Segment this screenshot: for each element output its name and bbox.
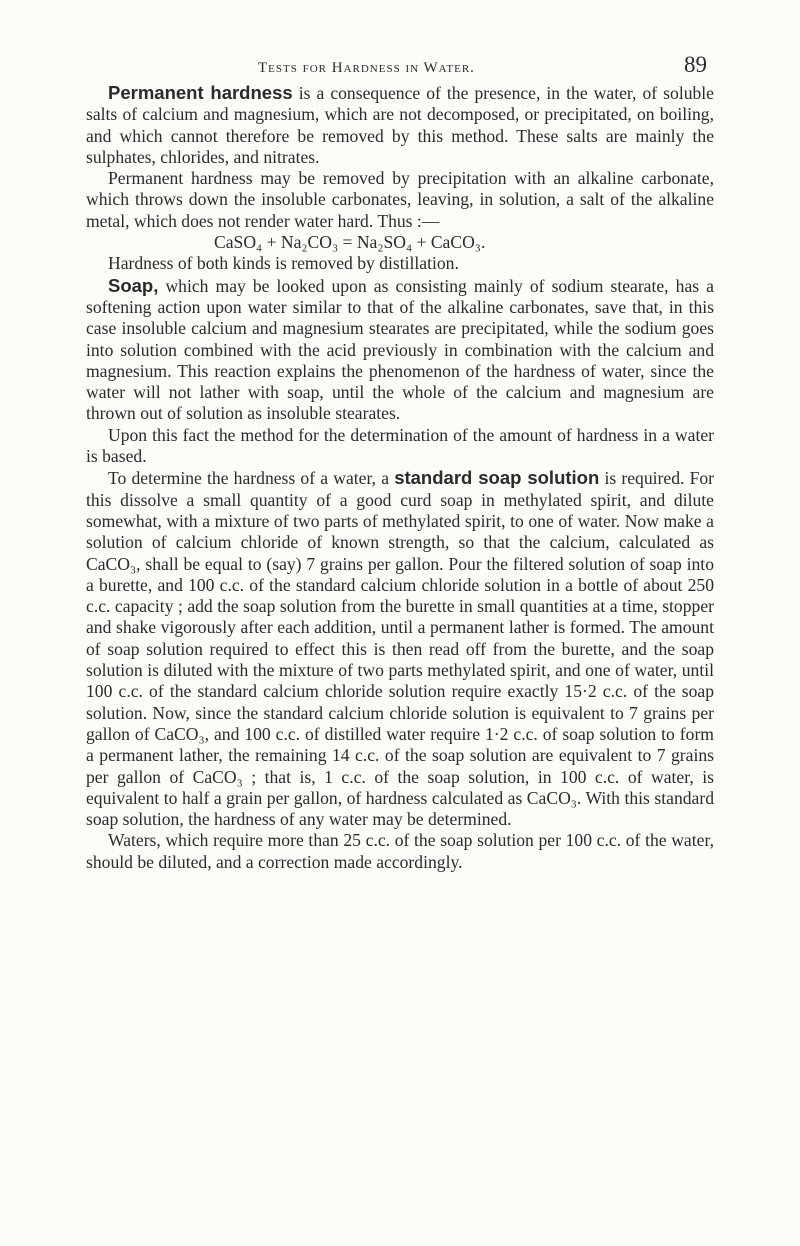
paragraph-text: which may be looked upon as consisting mainly of sodium stearate, has a softening action upon water similar to that of the alkaline carbonates, save that, in this case insoluble calcium and magnesium stearates are precipitated, while the sodium goes into solution combined with the acid previously in combination with the calcium and magnesium. This reaction explains the phenomenon of the hardness of water, since the water will not lather with soap, until the whole of the calcium and magnesium are thrown out of solution as insoluble stearates. xyxy=(86,275,714,424)
paragraph-text: Waters, which require more than 25 c.c. of the soap solution per 100 c.c. of the water, should be diluted, and a correction made accordingly. xyxy=(86,830,714,872)
paragraph-text: is a consequence of the presence, in the water, of soluble salts of calcium and magnesium, which are not decomposed, or precipitated, on boiling, and which cannot therefore be removed by this method. These salts are mainly the sulphates, chlorides, and nitrates. xyxy=(86,83,714,167)
page-number: 89 xyxy=(684,52,707,77)
term-standard-soap-solution: standard soap solution xyxy=(394,467,600,489)
paragraph-soap xyxy=(86,275,714,425)
paragraph-dilution xyxy=(86,830,714,873)
page-header xyxy=(0,52,800,82)
paragraph-distillation xyxy=(86,253,714,274)
equation-text: CaSO₄ + Na₂CO₃ = Na₂SO₄ + CaCO₃. xyxy=(214,232,486,253)
paragraph-text: Permanent hardness may be removed by precipitation with an alkaline carbonate, which throws down the insoluble carbonates, leaving, in solution, a salt of the alkaline metal, which does not render water hard. Thus :— xyxy=(86,168,714,231)
term-soap: Soap, xyxy=(108,274,159,296)
paragraph-standard-soap xyxy=(86,467,714,830)
paragraph-text: To determine the hardness of a water, a xyxy=(108,468,395,489)
paragraph-permanent-hardness xyxy=(86,82,714,168)
term-permanent-hardness: Permanent hardness xyxy=(108,82,293,103)
running-title: Tests for Hardness in Water. xyxy=(258,60,475,76)
paragraph-text: Upon this fact the method for the determination of the amount of hardness in a water is based. xyxy=(86,424,714,467)
paragraph-removal xyxy=(86,168,714,232)
body-text xyxy=(86,82,714,873)
chemical-equation xyxy=(86,232,714,253)
paragraph-text: Hardness of both kinds is removed by distillation. xyxy=(108,253,459,274)
paragraph-text: is required. For this dissolve a small quantity of a good curd soap in methylated spirit, and dilute somewhat, with a mixture of two parts of methylated spirit, to one of water. Now make a solution of calcium chloride of known strength, so that the calcium, calculated as CaCO₃, shall be equal to (say) 7 grains per gallon. Pour the filtered solution of soap into a burette, and 100 c.c. of the standard calcium chloride solution in a bottle of about 250 c.c. capacity ; add the soap solution from the burette in small quantities at a time, stopper and shake vigorously after each addition, until a permanent lather is formed. The amount of soap solution required to effect this is then read off from the burette, and the soap solution is diluted with the mixture of two parts methylated spirit, and one of water, until 100 c.c. of the standard calcium chloride solution require exactly 15·2 c.c. of the soap solution. Now, since the standard calcium chloride solution is equivalent to 7 grains per gallon of CaCO₃, and 100 c.c. of distilled water require 1·2 c.c. of soap solution to form a permanent lather, the remaining 14 c.c. of the soap solution are equivalent to 7 grains per gallon of CaCO₃ ; that is, 1 c.c. of the soap solution, in 100 c.c. of water, is equivalent to half a grain per gallon, of hardness calculated as CaCO₃. With this standard soap solution, the hardness of any water may be determined. xyxy=(86,468,715,830)
paragraph-method-basis xyxy=(86,425,714,468)
